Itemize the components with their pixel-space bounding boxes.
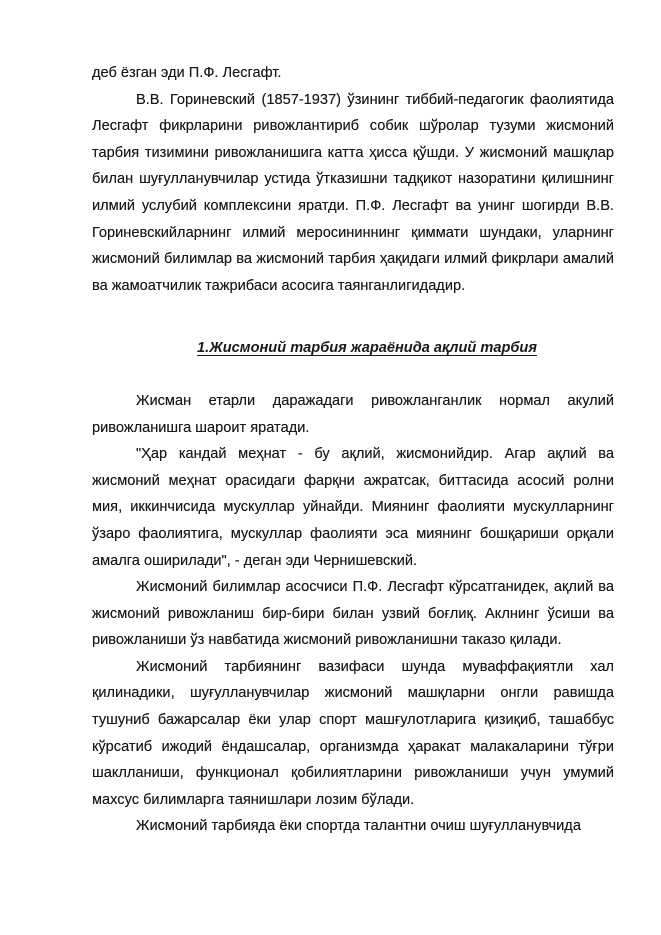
document-page: [92, 60, 614, 840]
paragraph-physical-development: Жисман етарли даражадаги ривожланганлик нормал акулий ривожланишга шароит яратади.: [92, 392, 614, 436]
paragraph-talent: Жисмоний тарбияда ёки спортда талантни очиш шуғулланувчида: [136, 818, 581, 835]
paragraph-gorinevsky: В.В. Гориневский (1857-1937) ўзининг тиббий-педагогик фаолиятида Лесгафт фикрларини ривожлантириб собик шўролар тузуми жисмоний тарбия тизимини ривожланишига катта ҳисса қўшди. У жисмоний машқлар билан шуғулланувчилар устида ўтказишни тадқикот назоратини қилишнинг илмий услубий комплексини яратди. П.Ф. Лесгафт ва унинг шогирди В.В. Гориневскийларнинг илмий меросининнинг қиммати шундаки, уларнинг жисмоний билимлар ва жисмоний тарбия ҳақидаги илмий фикрлари амалий ва жамоатчилик тажрибаси асосига таянганлигидадир.: [92, 91, 614, 294]
spacer: [92, 299, 614, 335]
paragraph-task-of-pe: Жисмоний тарбиянинг вазифаси шунда муваффақиятли хал қилинадики, шуғулланувчилар жисмоний машқларни онгли равишда тушуниб бажарсалар ёки улар спорт машғулотларига қизиқиб, ташаббус кўрсатиб ижодий ёндашсалар, организмда ҳаракат малакаларини тўғри шаклланиши, функционал қобилиятларини ривожланиши учун умумий махсус билимларга таянишлари лозим бўлади.: [92, 658, 614, 808]
spacer: [92, 362, 614, 388]
paragraph-lesgaft: Жисмоний билимлар асосчиси П.Ф. Лесгафт кўрсатганидек, ақлий ва жисмоний ривожланиш бир-бири билан узвий боғлиқ. Аклнинг ўсиши ва ривожланиши ўз навбатида жисмоний ривожланишни таказо қилади.: [92, 579, 614, 649]
paragraph-chernyshevsky-quote: "Ҳар кандай меҳнат - бу ақлий, жисмонийдир. Агар ақлий ва жисмоний меҳнат орасидаги фарқни ажратсак, биттасида асосий ролни мия, иккинчисида мускуллар уйнайди. Миянинг фаолияти мускулларнинг ўзаро фаолиятига, мускуллар фаолияти эса миянинг бошқариши орқали амалга оширилади", - деган эди Чернишевский.: [92, 446, 614, 569]
section-heading: 1.Жисмоний тарбия жараёнида ақлий тарбия: [197, 340, 537, 357]
paragraph-continuation: деб ёзган эди П.Ф. Лесгафт.: [92, 65, 282, 81]
